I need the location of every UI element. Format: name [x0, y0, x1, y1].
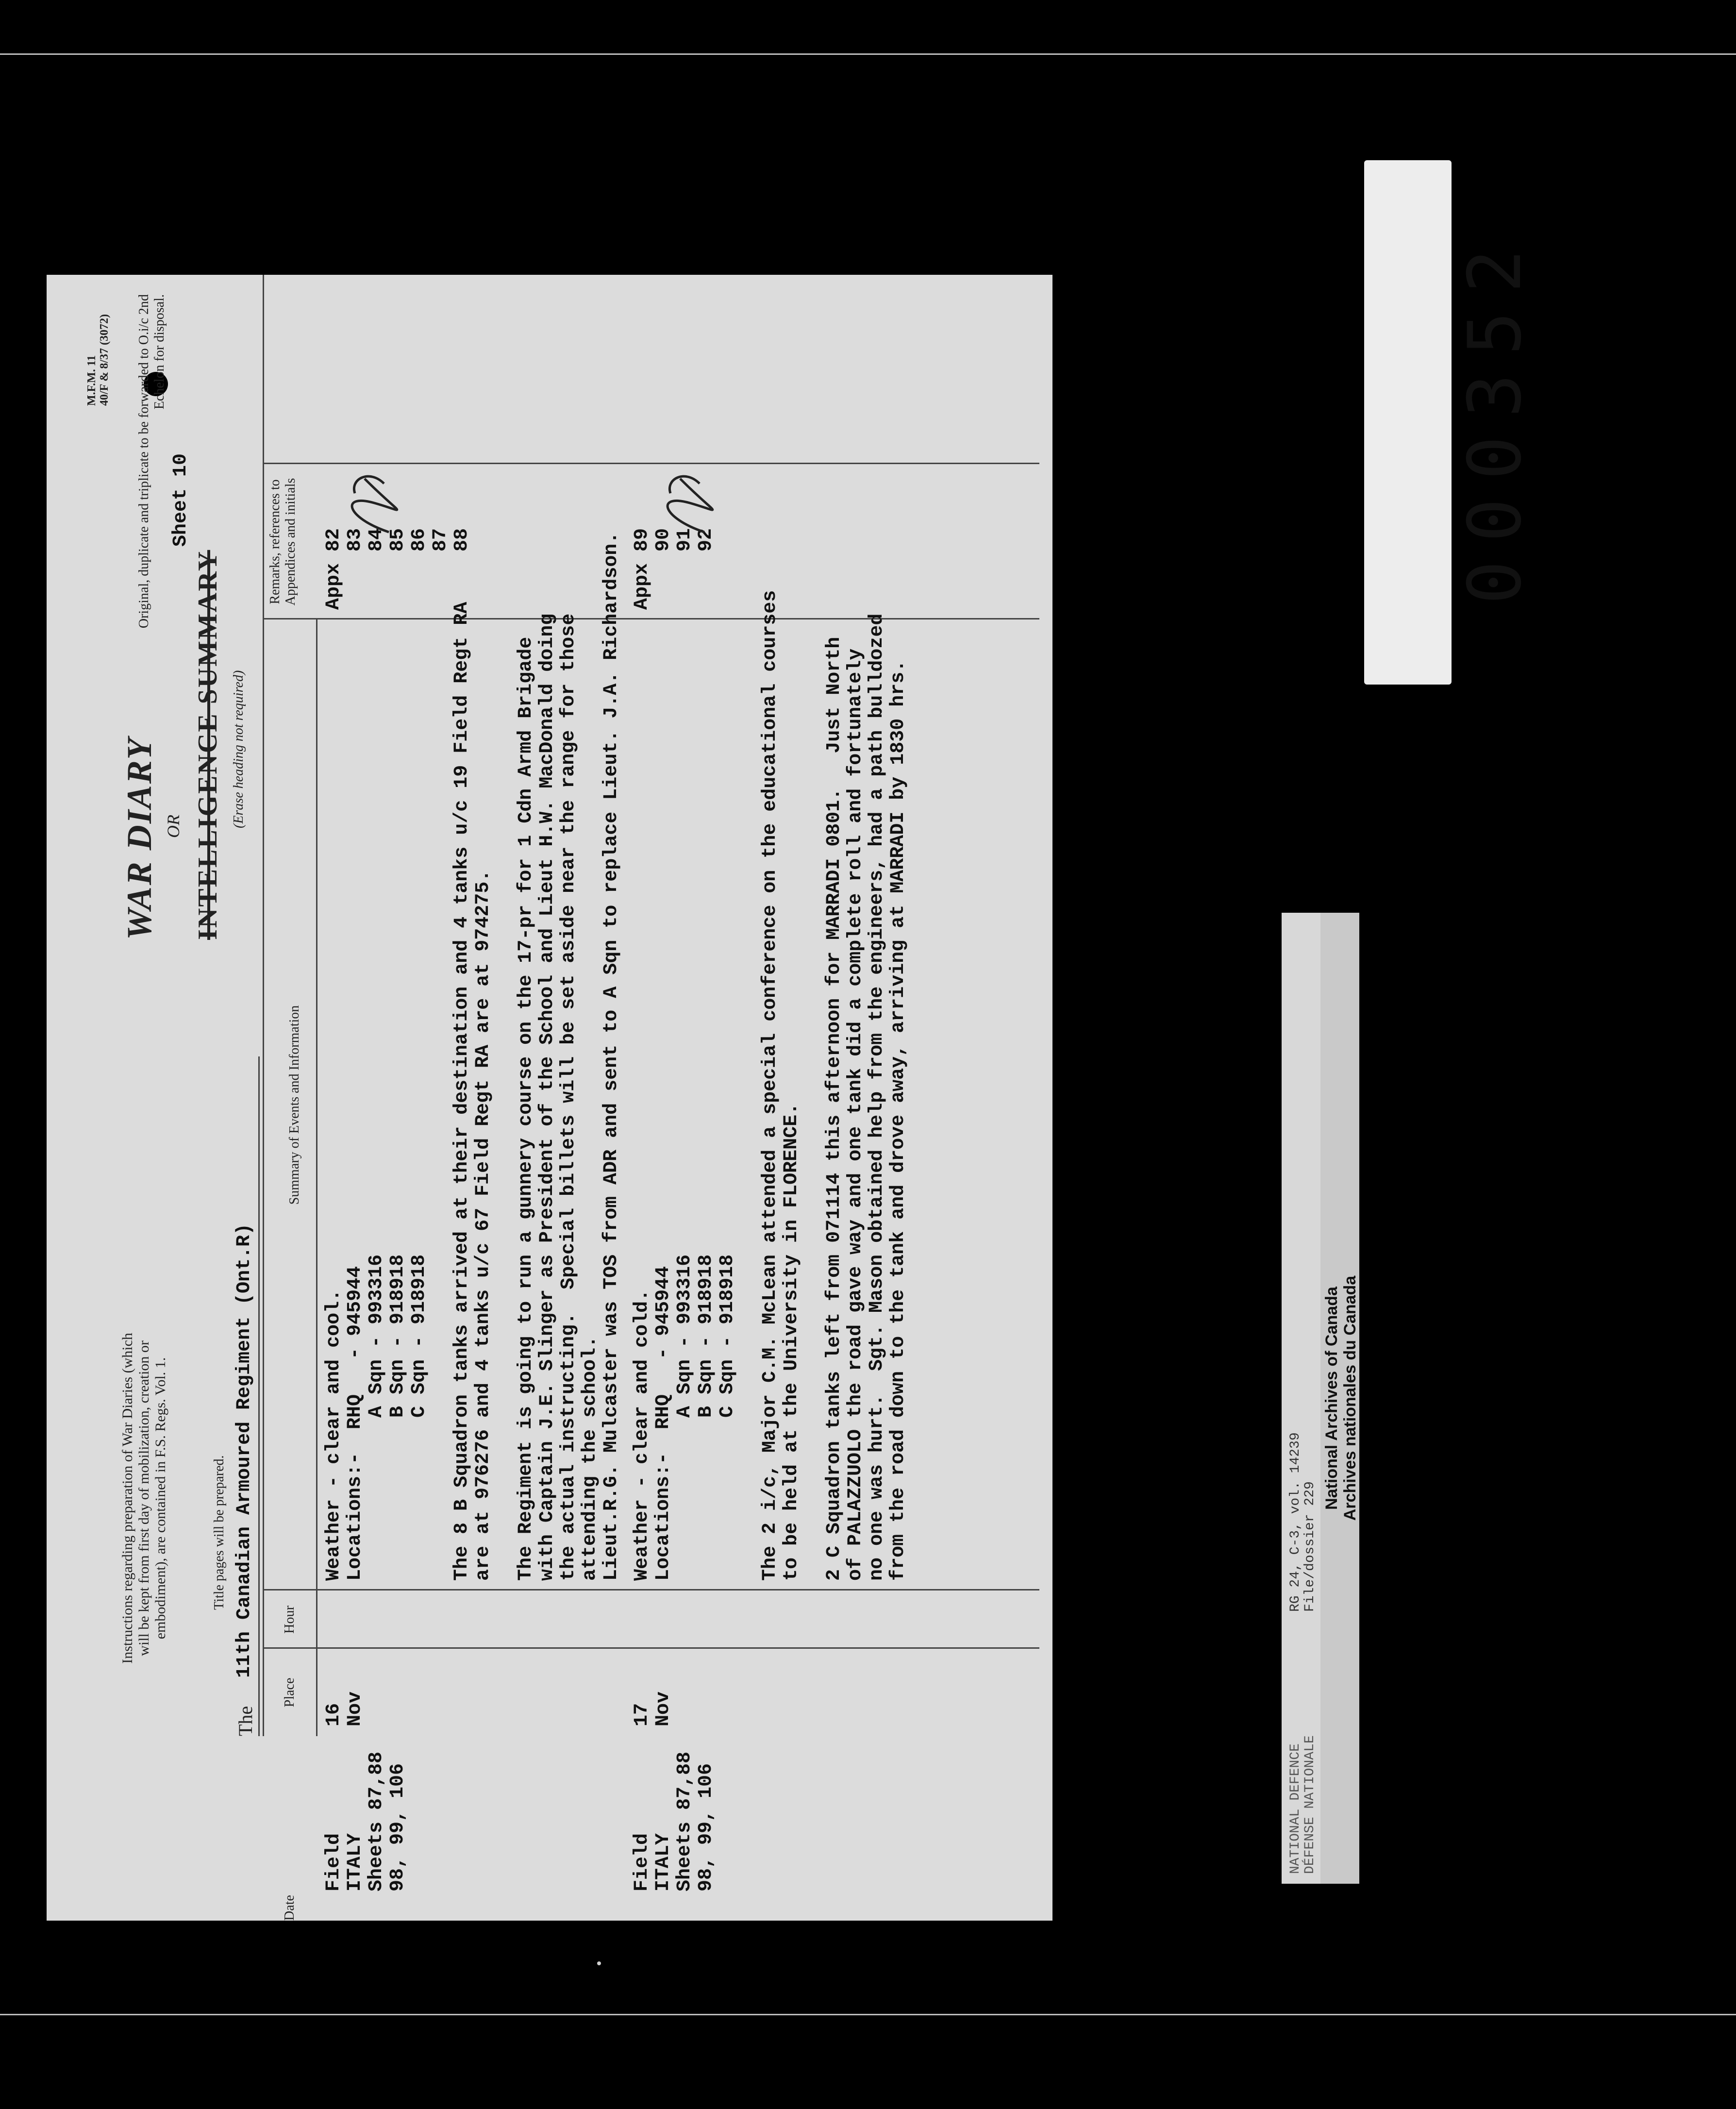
column-rule — [263, 1647, 1039, 1649]
record-group-reference: RG 24, C-3, vol. 14239 File/dossier 229 — [1288, 1432, 1318, 1612]
entry-2-remarks: Appx 89 90 91 92 — [631, 528, 717, 610]
header-hour: Hour — [282, 1606, 297, 1634]
header-rule — [316, 619, 317, 1736]
diary-table: Place Date Hour Summary of Events and Information Remarks, references to Appendices and initials Field ITALY Sheets 87,88 98, 99, 106 16 Nov Weather - clear and cool. Locations:- RHQ - 945944 A Sqn - 993316 B Sqn - 918918 C Sqn - 918918 The 8 B Squadron tanks arrived at their destination and 4 tanks u/c 19 Field Regt RA are at 976276 and 4 tanks u/c 67 Field Regt RA are at 974275. The Regiment is going to run a gunnery course on the 17-pr for 1 Cdn Armd Brigade with Captain J.E. Slinger as President of the School and Lieut H.W. MacDonald doing the actual instructing. Special billets will be set aside near the range for those attending the school. Lieut.R.G. Mulcaster was TOS from ADR and sent to A Sqn to replace Lieut. J.A. Richardson. Appx 82 83 84 85 86 87 88 Field ITALY Sheets 87,88 98, 99, 106 17 Nov Weather - clear and cold. Locations:- RHQ - 945944 A Sqn - 993316 B Sqn - 918918 C Sqn - 918918 The 2 i/c, Major C.M. McLean attended a special conference on the educational courses to be held at the University in FLORENCE. 2 C Squadron tanks left from 071114 this afternoon for MARRADI 0801. Just North of PALAZZUOLO the road gave way and one tank did a complete roll and fortunately no one was hurt. Sgt. Mason obtained help from the engineers, had a path bulldozed from the road down to the tank and drove away, arriving at MARRADI by 1830 hrs. Appx 89 90 91 92 — [263, 275, 1039, 1921]
entry-1-date: 16 Nov — [323, 1691, 366, 1726]
distribution-note: Original, duplicate and triplicate to be forwarded to O.i/c 2nd Echelon for disposal. — [136, 294, 167, 629]
entry-2-summary: Weather - clear and cold. Locations:- RHQ - 945944 A Sqn - 993316 B Sqn - 918918 C Sqn - 918918 The 2 i/c, Major C.M. McLean attended a special conference on the educational courses to be held at the University in FLORENCE. 2 C Squadron tanks left from 071114 this afternoon for MARRADI 0801. Just North of PALAZZUOLO the road gave way and one tank did a complete roll and fortunately no one was hurt. Sgt. Mason obtained help from the engineers, had a path bulldozed from the road down to the tank and drove away, arriving at MARRADI by 1830 hrs. — [631, 590, 909, 1581]
archive-label-typed-area — [1282, 913, 1320, 1884]
handwritten-initials — [335, 459, 408, 537]
column-rule — [263, 1589, 1039, 1590]
entry-2-place: Field ITALY Sheets 87,88 98, 99, 106 — [631, 1751, 717, 1891]
entry-2-date: 17 Nov — [631, 1691, 674, 1726]
frame-number: 000352 — [1453, 231, 1537, 604]
title-pages-note: Title pages will be prepared. — [212, 1455, 227, 1610]
unit-name: 11th Canadian Armoured Regiment (Ont.R) — [234, 1223, 255, 1678]
department-name: NATIONAL DEFENCE DÉFENSE NATIONALE — [1288, 1735, 1318, 1874]
archives-name-fr: Archives nationales du Canada — [1341, 1275, 1359, 1521]
entry-1-summary: Weather - clear and cool. Locations:- RHQ - 945944 A Sqn - 993316 B Sqn - 918918 C Sqn - 918918 The 8 B Squadron tanks arrived at their destination and 4 tanks u/c 19 Field Regt RA are at 976276 and 4 tanks u/c 67 Field Regt RA are at 974275. The Regiment is going to run a gunnery course on the 17-pr for 1 Cdn Armd Brigade with Captain J.E. Slinger as President of the School and Lieut H.W. MacDonald doing the actual instructing. Special billets will be set aside near the range for those attending the school. Lieut.R.G. Mulcaster was TOS from ADR and sent to A Sqn to replace Lieut. J.A. Richardson. — [323, 532, 622, 1581]
sheet-number: Sheet 10 — [170, 453, 192, 547]
table-rule — [263, 275, 264, 1736]
entry-1-remarks: Appx 82 83 84 85 86 87 88 — [323, 528, 473, 610]
erase-heading-note: (Erase heading not required) — [231, 670, 246, 828]
handwritten-initials — [651, 459, 724, 537]
unit-line — [231, 1056, 260, 1736]
header-summary: Summary of Events and Information — [287, 1005, 302, 1205]
frame-number-box — [1364, 160, 1452, 685]
diary-title: WAR DIARY — [120, 736, 159, 940]
entry-1-place: Field ITALY Sheets 87,88 98, 99, 106 — [323, 1751, 409, 1891]
diary-title-or: OR — [164, 815, 183, 838]
scan-frame-top — [0, 53, 1736, 55]
unit-prefix: The — [234, 1706, 256, 1736]
dust-speck — [597, 1961, 601, 1965]
intelligence-summary-struck: INTELLIGENCE SUMMARY — [193, 550, 223, 940]
header-remarks: Remarks, references to Appendices and initials — [267, 478, 298, 606]
scan-frame-bottom — [0, 2014, 1736, 2015]
war-diary-sheet — [47, 275, 1052, 1921]
archive-label — [1282, 913, 1359, 1884]
archives-name — [1322, 913, 1359, 1884]
archives-name-en: National Archives of Canada — [1322, 1287, 1341, 1510]
form-code: M.F.M. 11 40/F & 8/37 (3072) — [85, 314, 111, 406]
header-place: Place — [282, 1677, 297, 1707]
archive-label-name-area — [1320, 913, 1359, 1884]
instructions-note: Instructions regarding preparation of War Diaries (which will be kept from first day of mobilization, creation or embodiment), are contained in F.S. Regs. Vol. 1. — [119, 1333, 168, 1664]
